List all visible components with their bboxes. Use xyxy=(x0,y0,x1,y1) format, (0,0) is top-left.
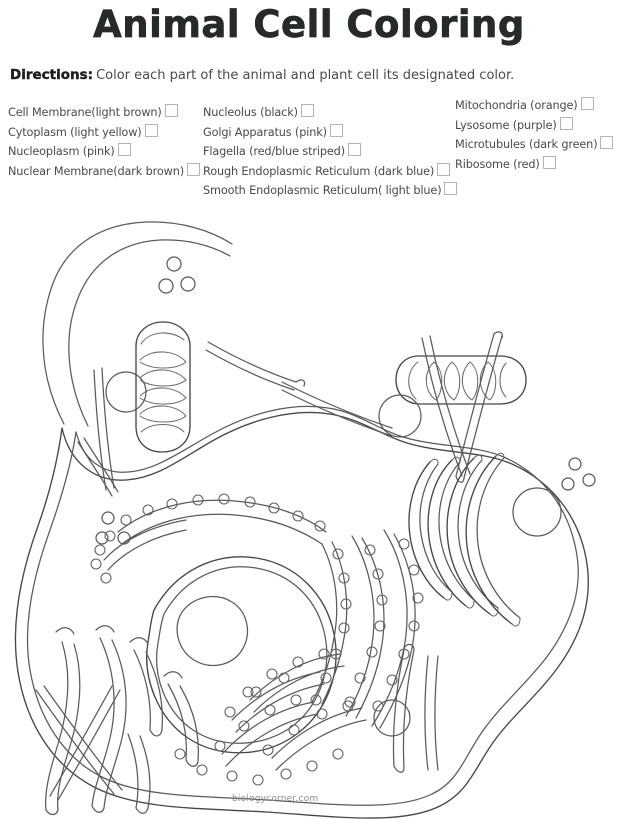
animal-cell-diagram xyxy=(0,214,618,819)
vesicle xyxy=(562,478,574,490)
legend-item[interactable] xyxy=(455,99,613,112)
legend-item[interactable] xyxy=(8,145,200,158)
cell-membrane xyxy=(15,406,588,818)
mitochondrion-upper-right xyxy=(396,356,526,404)
legend-checkbox[interactable] xyxy=(444,182,457,195)
nucleus xyxy=(147,557,336,753)
legend-item-label: Smooth Endoplasmic Reticulum( light blue) xyxy=(203,184,442,197)
legend-checkbox[interactable] xyxy=(301,104,314,117)
legend-checkbox[interactable] xyxy=(187,163,200,176)
vesicle xyxy=(167,257,181,271)
legend-item-label: Mitochondria (orange) xyxy=(455,99,578,112)
lysosomes-and-vesicles xyxy=(96,257,595,736)
legend-column-1 xyxy=(8,106,200,184)
legend-item[interactable] xyxy=(203,165,457,178)
legend-item[interactable] xyxy=(455,119,613,132)
legend-checkbox[interactable] xyxy=(118,143,131,156)
worksheet-page xyxy=(0,2,618,819)
legend-checkbox[interactable] xyxy=(145,124,158,137)
legend-checkbox[interactable] xyxy=(560,117,573,130)
mitochondrion-upper-left xyxy=(136,322,190,452)
lysosome xyxy=(379,395,421,437)
directions-line xyxy=(10,67,618,83)
vesicle xyxy=(583,474,595,486)
legend-checkbox[interactable] xyxy=(165,104,178,117)
legend-checkbox[interactable] xyxy=(600,136,613,149)
legend-checkbox[interactable] xyxy=(330,124,343,137)
vesicle xyxy=(159,279,173,293)
legend-item-label: Cell Membrane(light brown) xyxy=(8,106,162,119)
site-watermark: biologycorner.com xyxy=(232,794,319,804)
legend-item[interactable] xyxy=(455,158,613,171)
legend-item-label: Nuclear Membrane(dark brown) xyxy=(8,164,184,178)
legend-item-label: Microtubules (dark green) xyxy=(455,138,598,151)
legend-item-label: Nucleolus (black) xyxy=(203,106,298,119)
legend-item-label: Nucleoplasm (pink) xyxy=(8,145,115,158)
legend-item-label: Cytoplasm (light yellow) xyxy=(8,125,142,139)
microtubules xyxy=(36,332,502,800)
color-key-legend xyxy=(0,99,618,214)
legend-item-label: Rough Endoplasmic Reticulum (dark blue) xyxy=(203,164,435,178)
vesicle xyxy=(102,512,114,524)
directions-text: Color each part of the animal and plant cell its designated color. xyxy=(96,68,515,83)
legend-item-label: Lysosome (purple) xyxy=(455,118,557,132)
flagellum-icon xyxy=(43,222,232,426)
legend-column-2 xyxy=(203,106,457,204)
directions-label: Directions: xyxy=(10,67,94,83)
legend-column-3 xyxy=(455,99,613,177)
legend-item[interactable] xyxy=(203,184,457,197)
legend-item[interactable] xyxy=(203,145,457,158)
legend-item[interactable] xyxy=(203,106,457,119)
legend-item-label: Golgi Apparatus (pink) xyxy=(203,125,327,139)
legend-item[interactable] xyxy=(8,106,200,119)
legend-item[interactable] xyxy=(8,126,200,139)
page-title: Animal Cell Coloring xyxy=(93,3,525,46)
legend-item[interactable] xyxy=(203,126,457,139)
legend-checkbox[interactable] xyxy=(348,143,361,156)
lysosome xyxy=(106,372,146,412)
legend-checkbox[interactable] xyxy=(581,97,594,110)
legend-item[interactable] xyxy=(455,138,613,151)
vesicle xyxy=(96,532,108,544)
vesicle xyxy=(181,277,195,291)
lysosome xyxy=(513,488,561,536)
legend-checkbox[interactable] xyxy=(437,163,450,176)
legend-item[interactable] xyxy=(8,165,200,178)
legend-checkbox[interactable] xyxy=(543,156,556,169)
nucleolus xyxy=(177,597,247,666)
legend-item-label: Ribosome (red) xyxy=(455,157,540,171)
vesicle xyxy=(569,458,581,470)
nuclear-membrane xyxy=(147,557,336,753)
legend-item-label: Flagella (red/blue striped) xyxy=(203,145,345,158)
